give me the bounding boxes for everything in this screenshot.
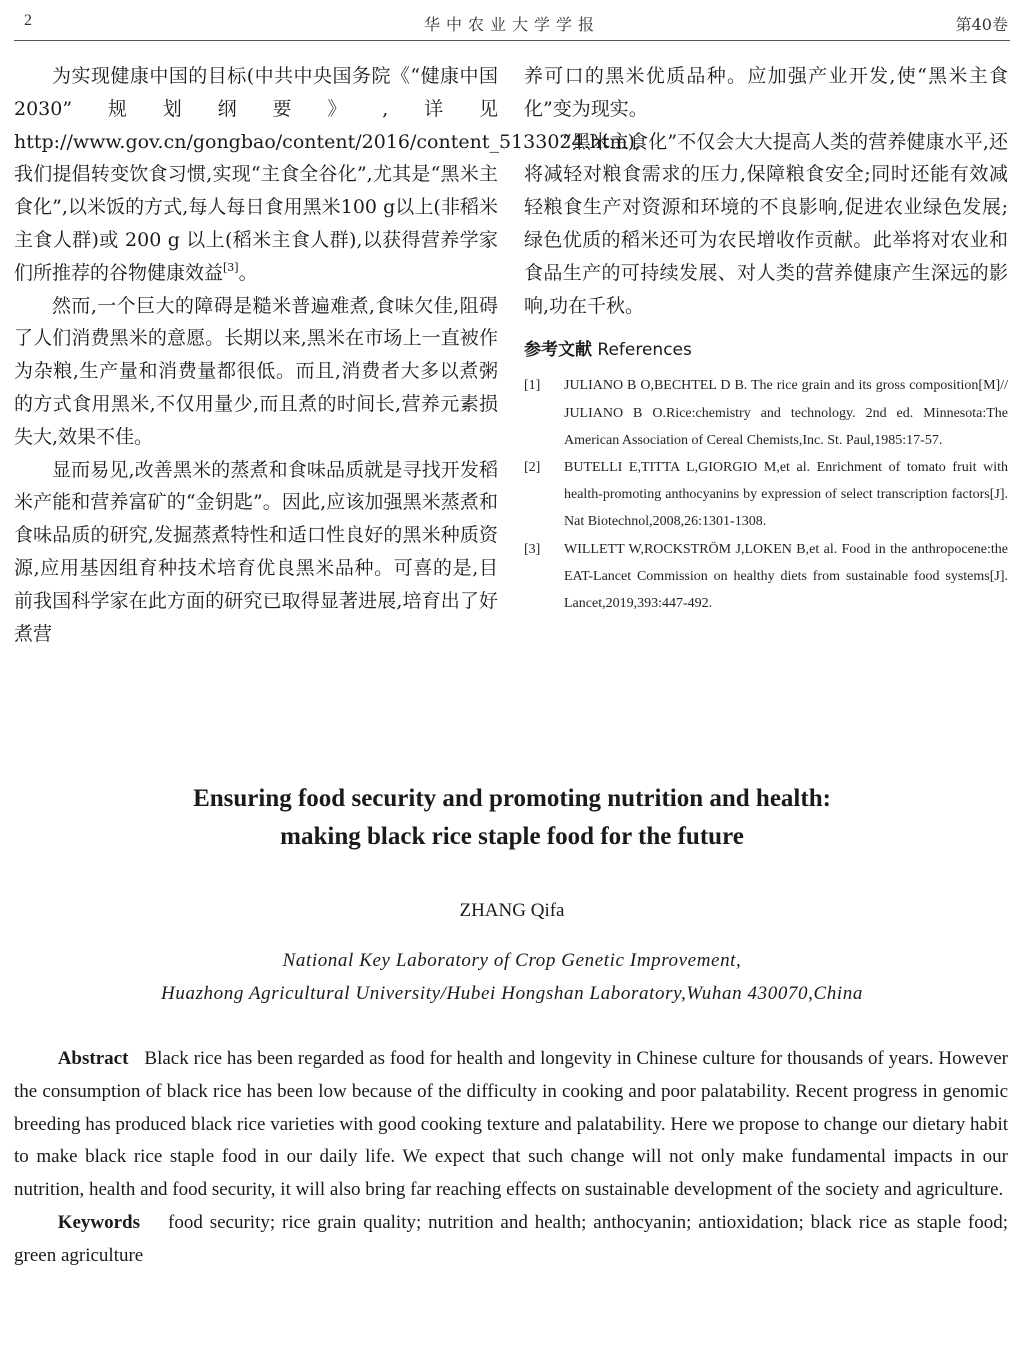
- author-name: ZHANG Qifa: [459, 900, 565, 921]
- volume-label: 第40卷: [955, 15, 1008, 34]
- abstract-text: Black rice has been regarded as food for health and longevity in Chinese culture for thousands of years. However the consumption of black rice has been low because of the difficulty in cooking and poor palatability. Recent progress in genomic breeding has produced black rice varieties with good cooking texture and palatability. Here we propose to change our dietary habit to make black rice staple food in our daily life. We expect that such change will not only make fundamental impacts in our nutrition, health and food security, it will also bring far reaching effects on sustainable development of the society and agriculture.: [14, 1048, 1008, 1201]
- keywords-text: food security; rice grain quality; nutrition and health; anthocyanin; antioxidation; black rice as staple food; green agriculture: [14, 1211, 1008, 1266]
- body-paragraph: “黑米主食化”不仅会大大提高人类的营养健康水平,还将减轻对粮食需求的压力,保障粮食安全;同时还能有效减轻粮食生产对资源和环境的不良影响,促进农业绿色发展;绿色优质的稻米还可为农民增收作贡献。此举将对农业和食品生产的可持续发展、对人类的营养健康产生深远的影响,功在千秋。: [524, 130, 1008, 317]
- body-paragraph: 然而,一个巨大的障碍是糙米普遍难煮,食味欠佳,阻碍了人们消费黑米的意愿。长期以来,黑米在市场上一直被作为杂粮,生产量和消费量都很低。而且,消费者大多以煮粥的方式食用黑米,不仅用量少,而且煮的时间长,营养元素损失大,效果不佳。: [14, 294, 498, 448]
- citation-marker[interactable]: [3]: [223, 260, 239, 274]
- english-title-line: Ensuring food security and promoting nutrition and health:: [193, 785, 831, 812]
- reference-text: JULIANO B O,BECHTEL D B. The rice grain and its gross composition[M]// JULIANO B O.Rice:chemistry and technology. 2nd ed. Minnesota:The American Association of Cereal Chemists,Inc. St. Paul,1985:17-57.: [564, 378, 1008, 448]
- english-title-line: making black rice staple food for the future: [280, 823, 744, 850]
- right-column: [524, 60, 1008, 617]
- abstract-label: Abstract: [57, 1048, 129, 1069]
- reference-number: [3]: [524, 541, 541, 557]
- abstract: [14, 1043, 1008, 1207]
- english-abstract-block: [14, 1043, 1008, 1273]
- journal-title: 华中农业大学学报: [423, 15, 600, 34]
- page-number: 2: [24, 12, 32, 29]
- body-paragraph-continuation: 养可口的黑米优质品种。应加强产业开发,使“黑米主食化”变为现实。: [524, 65, 1008, 120]
- references-heading-en: References: [597, 340, 692, 361]
- english-title: [0, 780, 1024, 856]
- paragraph-text: 为实现健康中国的目标(中共中央国务院《“健康中国 2030”规划纲要》,详见 http://www.gov.cn/gongbao/content/2016/content_5133024.htm),我们提倡转变饮食习惯,实现“主食全谷化”,尤其是“黑米主食化”,以米饭的方式,每人每日食用黑米100 g以上(非稻米主食人群)或 200 g 以上(稻米主食人群),以获得营养学家们所推荐的谷物健康效益: [14, 65, 641, 284]
- keywords: [14, 1207, 1008, 1273]
- affiliation-line: Huazhong Agricultural University/Hubei Hongshan Laboratory,Wuhan 430070,China: [161, 983, 863, 1004]
- paragraph-text: 。: [238, 261, 258, 284]
- reference-number: [1]: [524, 378, 541, 394]
- references-heading-zh: 参考文献: [524, 340, 592, 361]
- reference-item: [524, 454, 1008, 536]
- reference-item: [524, 372, 1008, 454]
- reference-text: WILLETT W,ROCKSTRÖM J,LOKEN B,et al. Food in the anthropocene:the EAT-Lancet Commission on healthy diets from sustainable food systems[J]. Lancet,2019,393:447-492.: [564, 541, 1008, 611]
- running-header: [14, 8, 1010, 41]
- reference-item: [524, 536, 1008, 618]
- affiliation-line: National Key Laboratory of Crop Genetic Improvement,: [282, 950, 742, 971]
- reference-text: BUTELLI E,TITTA L,GIORGIO M,et al. Enrichment of tomato fruit with health-promoting anthocyanins by expression of select transcription factors[J]. Nat Biotechnol,2008,26:1301-1308.: [564, 459, 1008, 530]
- body-paragraph: [14, 60, 641, 290]
- affiliation: [0, 944, 1024, 1010]
- keywords-label: Keywords: [57, 1211, 141, 1233]
- reference-number: [2]: [524, 459, 541, 475]
- body-paragraph: 显而易见,改善黑米的蒸煮和食味品质就是寻找开发稻米产能和营养富矿的“金钥匙”。因此,应该加强黑米蒸煮和食味品质的研究,发掘蒸煮特性和适口性良好的黑米种质资源,应用基因组育种技术培育优良黑米品种。可喜的是,目前我国科学家在此方面的研究已取得显著进展,培育出了好煮营: [14, 458, 498, 645]
- references-heading: [524, 336, 1008, 364]
